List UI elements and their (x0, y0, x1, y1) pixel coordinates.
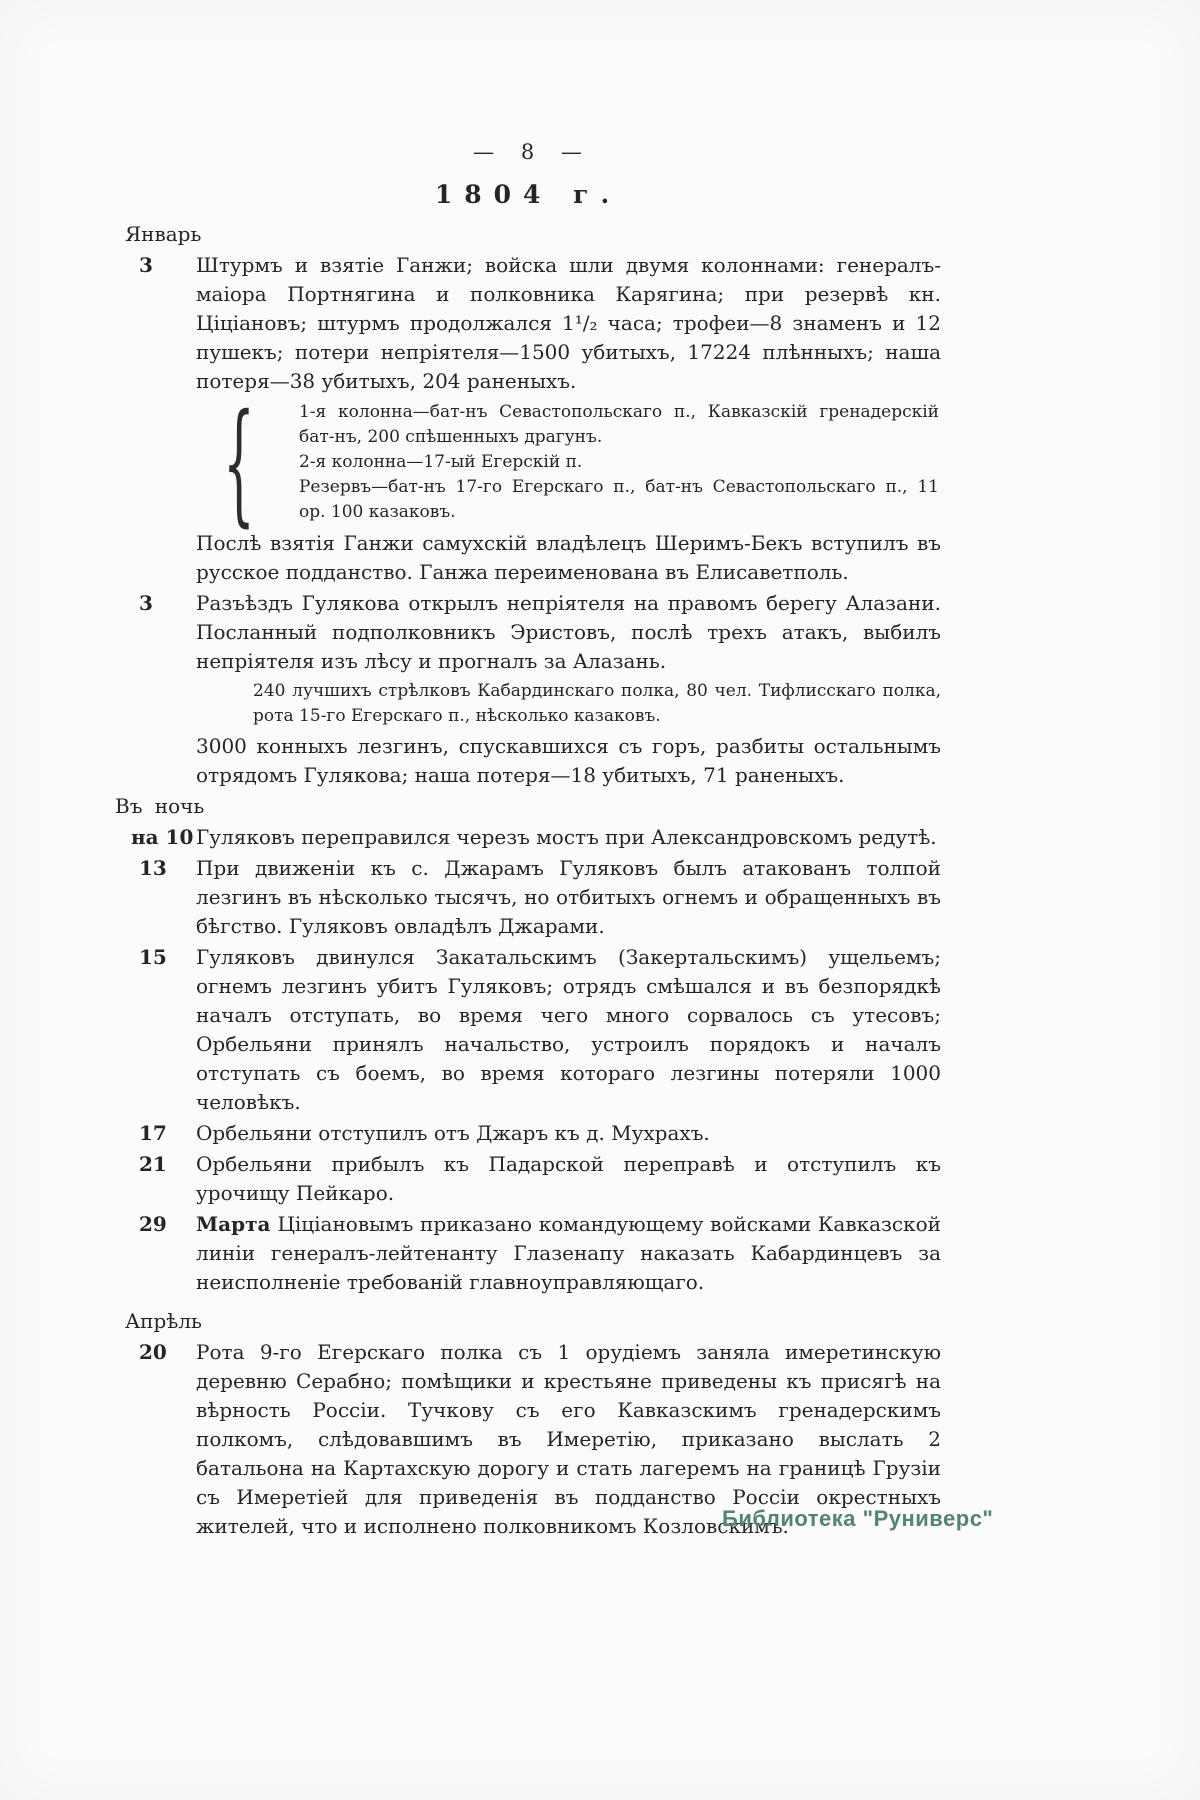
entry-text (196, 1210, 941, 1297)
chronicle-entry (115, 823, 941, 852)
left-brace-mark: { (223, 385, 255, 540)
entry-date: 15 (139, 945, 167, 969)
entry-date: 29 (139, 1212, 167, 1236)
note-line: 1-я колонна—бат-нъ Севастопольскаго п., Кавказскій гренадерскій бат-нъ, 200 спѣшенныхъ драгунъ. (298, 402, 939, 447)
chronicle-entry (115, 943, 941, 1117)
entry-date: 3 (139, 591, 153, 615)
chronicle-entry (115, 589, 941, 676)
entry-text: Штурмъ и взятіе Ганжи; войска шли двумя колоннами: генералъ-маіора Портнягина и полковника Карягина; при резервѣ кн. Ціціановъ; штурмъ продолжался 1¹/₂ часа; трофеи—8 знаменъ и 12 пушекъ; потери непріятеля—1500 убитыхъ, 17224 плѣнныхъ; наша потеря—38 убитыхъ, 204 раненыхъ. (196, 253, 941, 393)
page-content (115, 140, 941, 1541)
side-label-v-noch: Въ ночь (115, 794, 205, 818)
year-title: 1804 г. (434, 180, 622, 209)
entry-text: Гуляковъ переправился черезъ мостъ при Александровскомъ редутѣ. (196, 825, 937, 849)
entry-date: 17 (139, 1121, 167, 1145)
entry-lead-word: Марта (196, 1212, 271, 1236)
month-label-january: Январь (125, 222, 202, 246)
note-lines (299, 400, 939, 525)
chronicle-entry (115, 854, 941, 941)
month-label-april: Апрѣль (125, 1309, 202, 1333)
chronicle-entry (115, 1119, 941, 1148)
entry-date: 3 (139, 253, 153, 277)
entry-text: Орбельяни прибылъ къ Падарской переправѣ и отступилъ къ урочищу Пейкаро. (196, 1152, 941, 1205)
note-line: Резервъ—бат-нъ 17-го Егерскаго п., бат-нъ Севастопольскаго п., 11 ор. 100 казаковъ. (298, 477, 939, 522)
entry-date: на 10 (131, 825, 194, 849)
troop-composition-note: 240 лучшихъ стрѣлковъ Кабардинскаго полка, 80 чел. Тифлисскаго полка, рота 15-го Егерскаго п., нѣсколько казаковъ. (253, 681, 941, 726)
troop-composition-note (223, 385, 939, 540)
continuation-paragraph: 3000 конныхъ лезгинъ, спускавшихся съ горъ, разбиты остальнымъ отрядомъ Гулякова; наша потеря—18 убитыхъ, 71 раненыхъ. (196, 734, 941, 787)
entry-text: Рота 9-го Егерскаго полка съ 1 орудіемъ заняла имеретинскую деревню Серабно; помѣщики и крестьяне приведены къ присягѣ на вѣрность Россіи. Тучкову съ его Кавказскимъ гренадерскимъ полкомъ, слѣдовавшимъ въ Имеретію, приказано выслать 2 батальона на Картахскую дорогу и стать лагеремъ на границѣ Грузіи съ Имеретіей для приведенія въ подданство Россіи окрестныхъ жителей, что и исполнено полковникомъ Козловскимъ. (196, 1340, 941, 1538)
entry-date: 20 (139, 1340, 167, 1364)
library-watermark: Библиотека "Руниверс" (722, 1506, 994, 1531)
chronicle-entry (115, 1150, 941, 1208)
entry-text: Разъѣздъ Гулякова открылъ непріятеля на правомъ берегу Алазани. Посланный подполковникъ Эристовъ, послѣ трехъ атакъ, выбилъ непріятеля изъ лѣсу и прогналъ за Алазань. (196, 591, 941, 673)
note-line: 2-я колонна—17-ый Егерскій п. (298, 452, 583, 472)
page-number: — 8 — (473, 140, 583, 164)
entry-text: Гуляковъ двинулся Закатальскимъ (Закертальскимъ) ущельемъ; огнемъ лезгинъ убитъ Гуляковъ; отрядъ смѣшался и въ безпорядкѣ началъ отступать, во время чего много сорвалось съ утесовъ; Орбельяни принялъ начальство, устроилъ порядокъ и началъ отступать съ боемъ, во время котораго лезгины потеряли 1000 человѣкъ. (196, 945, 941, 1114)
entry-text: При движеніи къ с. Джарамъ Гуляковъ былъ атакованъ толпой лезгинъ въ нѣсколько тысячъ, но отбитыхъ огнемъ и обращенныхъ въ бѣгство. Гуляковъ овладѣлъ Джарами. (196, 856, 941, 938)
entry-text-rest: Ціціановымъ приказано командующему войсками Кавказской линіи генералъ-лейтенанту Глазенапу наказать Кабардинцевъ за неисполненіе требованій главноуправляющаго. (196, 1212, 941, 1294)
entry-date: 13 (139, 856, 167, 880)
chronicle-entry (115, 1210, 941, 1297)
chronicle-entry (115, 251, 941, 396)
entry-date: 21 (139, 1152, 167, 1176)
entry-text: Орбельяни отступилъ отъ Джаръ къ д. Мухрахъ. (196, 1121, 710, 1145)
continuation-paragraph: Послѣ взятія Ганжи самухскій владѣлецъ Шеримъ-Бекъ вступилъ въ русское подданство. Ганжа переименована въ Елисаветполь. (196, 531, 941, 584)
